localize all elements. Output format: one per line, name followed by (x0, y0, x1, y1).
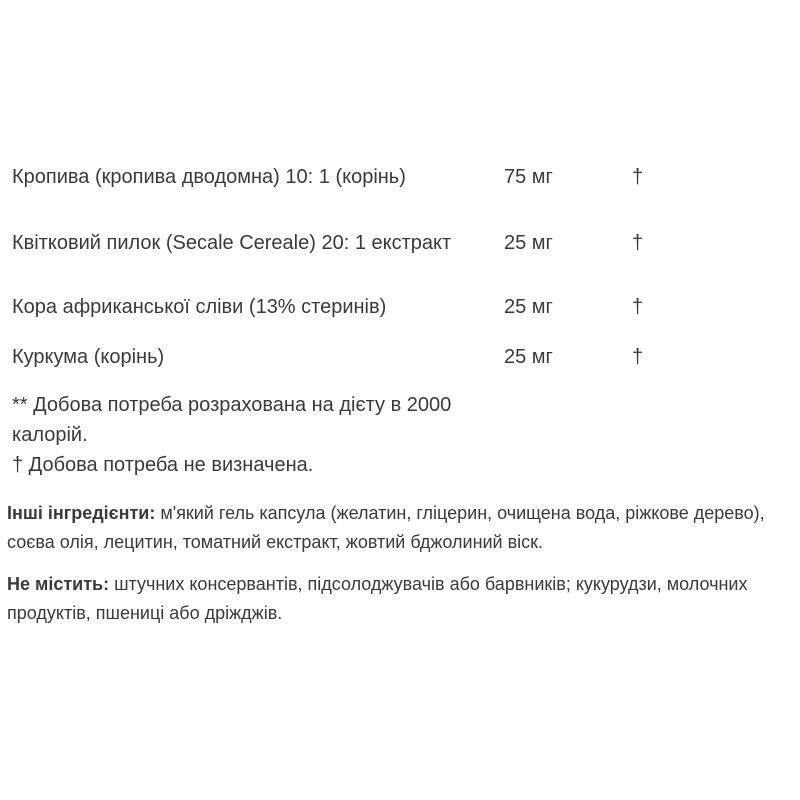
ingredient-amount: 25 мг (504, 345, 553, 368)
ingredient-row-flower-pollen (12, 199, 712, 287)
footnote-not-established: † Добова потреба не визначена. (12, 454, 314, 476)
ingredient-name: Кропива (кропива дводомна) 10: 1 (корінь) (12, 166, 406, 188)
ingredient-row-nettle (12, 155, 712, 199)
ingredient-daily-value: † (632, 166, 644, 188)
ingredient-amount: 25 мг (504, 295, 553, 318)
ingredient-amount: 25 мг (504, 232, 553, 254)
ingredient-amount: 75 мг (504, 166, 553, 188)
ingredient-row-turmeric (12, 326, 712, 387)
free-of-text: штучних консервантів, підсолоджувачів або барвників; кукурудзи, молочних продуктів, пшениці або дріжджів. (7, 574, 748, 623)
ingredient-name: Квітковий пилок (Secale Cereale) 20: 1 екстракт (12, 232, 452, 254)
footnote-daily-value: ** Добова потреба розрахована на дієту в 2000 калорій. (12, 394, 452, 446)
ingredient-daily-value: † (632, 345, 644, 368)
ingredient-daily-value: † (632, 295, 644, 318)
free-of-statement (7, 570, 797, 628)
supplement-facts-table (12, 155, 712, 387)
other-ingredients (7, 499, 797, 557)
ingredient-daily-value: † (632, 232, 644, 254)
other-ingredients-label: Інші інгредієнти: (7, 503, 156, 523)
ingredient-row-pygeum (12, 287, 712, 326)
ingredient-name: Кора африканської сліви (13% стеринів) (12, 295, 387, 318)
free-of-label: Не містить: (7, 574, 110, 594)
ingredient-name: Куркума (корінь) (12, 345, 165, 368)
footnotes (12, 390, 492, 480)
other-ingredients-text: м'який гель капсула (желатин, гліцерин, очищена вода, ріжкове дерево), соєва олія, лецитин, томатний екстракт, жовтий бджолиний віск. (7, 503, 765, 552)
